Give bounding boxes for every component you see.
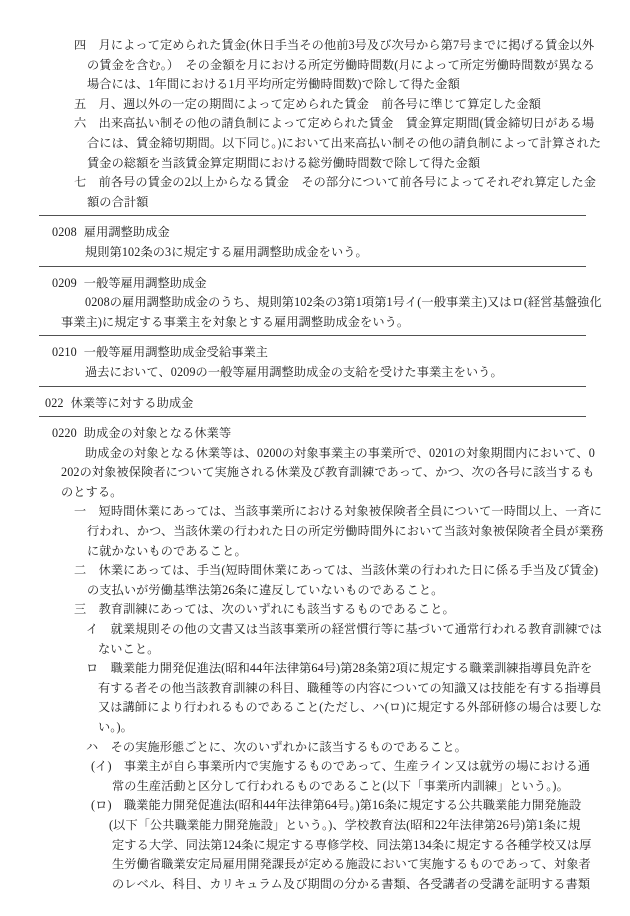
section-divider [39,266,586,267]
section-heading [0,424,630,444]
text-line: 202の対象被保険者について実施される休業及び教育訓練であって、かつ、次の各号に該当するも [61,465,595,480]
text-line: 又は講師により行われるものであること(ただし、ハ(ロ)に規定する外部研修の場合は要しな [98,700,602,715]
section-code: 0208 [52,225,77,240]
text-line: 行われ、かつ、当該休業の行われた日の所定労働時間外において当該対象被保険者全員が業務 [87,524,604,539]
text-line: 事業主)に規定する事業主を対象とする雇用調整助成金をいう。 [61,314,410,329]
section-divider [39,215,586,216]
text-line: 生労働省職業安定局雇用開発課長が定める施設において実施するものであって、対象者 [112,857,591,872]
text-line: に就かないものであること。 [87,543,247,558]
text-line: (ロ) 職業能力開発促進法(昭和44年法律第64号。)第16条に規定する公共職業能力開発施設 [91,798,582,813]
section-code: 0210 [52,345,77,360]
text-line: ハ その実施形態ごとに、次のいずれかに該当するものであること。 [86,739,467,754]
section-divider [39,335,586,336]
section-title: 助成金の対象となる休業等 [83,426,232,441]
section-code: 0220 [52,426,77,441]
text-line: のレベル、科目、カリキュラム及び期間の分かる書類、各受講者の受講を証明する書類 [112,876,591,891]
text-line: 賃金の総額を当該賃金算定期間における総労働時間数で除して得た金額 [87,155,481,170]
text-line: (イ) 事業主が自ら事業所内で実施するものであって、生産ライン又は就労の場における通 [91,759,591,774]
text-line: 0208の雇用調整助成金のうち、規則第102条の3第1項第1号イ(一般事業主)又はロ(経営基盤強化 [85,295,602,310]
text-line: 合には、賃金締切期間。以下同じ。)において出来高払い制その他の請負制によって計算された [87,135,602,150]
text-line: 過去において、0209の一般等雇用調整助成金の支給を受けた事業主をいう。 [85,364,503,379]
section-heading [0,343,630,363]
text-line: 四 月によって定められた賃金(休日手当その他前3号及び次号から第7号までに掲げる賃金以外 [74,38,595,52]
text-line: 一 短時間休業にあっては、当該事業所における対象被保険者全員について一時間以上、一斉に [74,504,602,519]
section-title: 休業等に対する助成金 [70,395,194,410]
text-line: 二 休業にあっては、手当(短時間休業にあっては、当該休業の行われた日に係る手当及び賃金) [74,563,599,578]
text-line: の賃金を含む。） その金額を月における所定労働時間数(月によって所定労働時間数が異なる [87,57,596,72]
text-line: 規則第102条の3に規定する雇用調整助成金をいう。 [85,244,368,259]
text-line: 額の合計額 [87,194,149,209]
section-heading [0,274,630,294]
text-line: のとする。 [61,484,123,499]
section-code: 0209 [52,275,77,290]
section-title: 一般等雇用調整助成金 [83,275,207,290]
section-divider [39,416,586,417]
text-line: い。)。 [98,720,133,734]
text-line: 常の生産活動と区分して行われるものであること(以下「事業所内訓練」という。)。 [112,778,569,793]
section-heading [0,394,630,414]
section-divider [39,386,586,387]
text-line: 場合には、1年間における1月平均所定労働時間数)で除して得た金額 [87,77,460,92]
section-heading [0,223,630,243]
text-line: 助成金の対象となる休業等は、0200の対象事業主の事業所で、0201の対象期間内において、0 [85,445,595,460]
text-line: (以下「公共職業能力開発施設」という。)、学校教育法(昭和22年法律第26号)第1条に規 [109,817,581,832]
text-line: 三 教育訓練にあっては、次のいずれにも該当するものであること。 [74,602,455,617]
text-line: 七 前各号の賃金の2以上からなる賃金 その部分について前各号によってそれぞれ算定した金 [74,175,597,190]
text-line: ロ 職業能力開発促進法(昭和44年法律第64号)第28条第2項に規定する職業訓練指導員免許を [86,661,593,676]
text-line: の支払いが労働基準法第26条に違反していないものであること。 [87,582,444,597]
section-code: 022 [45,395,64,410]
text-line: ないこと。 [98,641,160,656]
text-line: 定する大学、同法第124条に規定する専修学校、同法第134条に規定する各種学校又は厚 [112,837,592,852]
text-line: 五 月、週以外の一定の期間によって定められた賃金 前各号に準じて算定した金額 [74,96,541,111]
text-line: イ 就業規則その他の文書又は当該事業所の経営慣行等に基づいて通常行われる教育訓練では [86,622,603,637]
section-title: 雇用調整助成金 [83,225,170,240]
section-title: 一般等雇用調整助成金受給事業主 [83,345,269,360]
text-line: 六 出来高払い制その他の請負制によって定められた賃金 賃金算定期間(賃金締切日がある場 [74,116,595,131]
text-line: 有する者その他当該教育訓練の科目、職種等の内容についての知識又は技能を有する指導員 [98,680,602,695]
